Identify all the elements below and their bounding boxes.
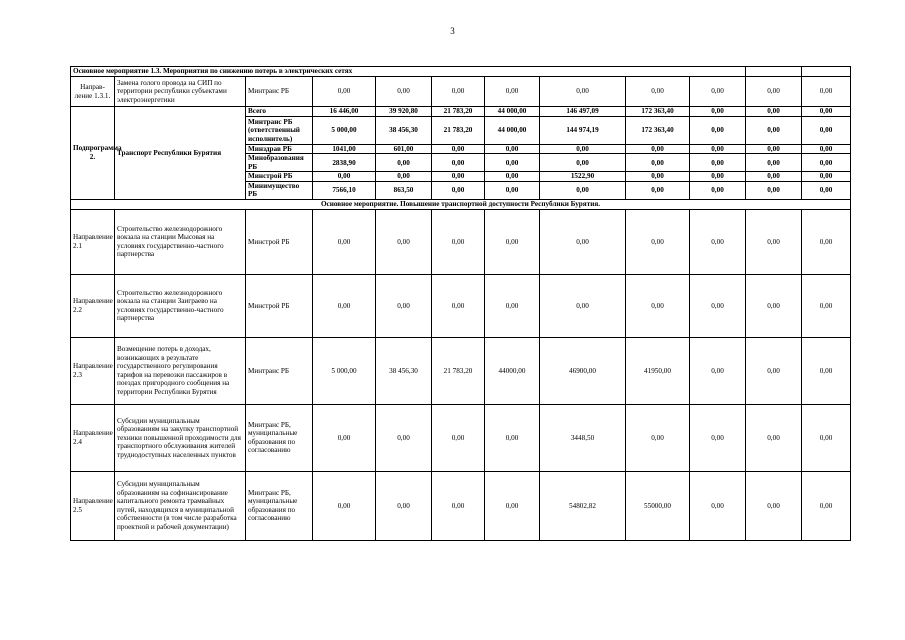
cell-value: 3448,50	[540, 404, 626, 471]
cell-value: 0,00	[376, 404, 432, 471]
section2-title: Основное мероприятие. Повышение транспортной доступности Республики Бурятия.	[71, 199, 851, 209]
row-executor: Минстрой РБ	[246, 274, 313, 337]
cell-value: 0,00	[376, 274, 432, 337]
row-executor: Минимущество РБ	[246, 181, 313, 199]
row-code: Направление 2.4	[71, 404, 115, 471]
cell-value: 0,00	[626, 274, 690, 337]
cell-value: 38 456,30	[376, 337, 432, 404]
subprogram-code: Подпрограмма 2.	[71, 107, 115, 200]
cell-value: 0,00	[540, 181, 626, 199]
cell-value: 21 783,20	[432, 337, 485, 404]
table-row	[71, 274, 851, 337]
cell-value: 7566,10	[313, 181, 376, 199]
cell-value: 0,00	[626, 209, 690, 274]
cell-value: 0,00	[540, 77, 626, 107]
cell-value: 16 446,00	[313, 107, 376, 117]
cell-value: 0,00	[746, 107, 802, 117]
row-code: Направление 2.2	[71, 274, 115, 337]
row-code: Направление 2.3	[71, 337, 115, 404]
cell-value: 146 497,09	[540, 107, 626, 117]
cell-value: 44 000,00	[485, 117, 540, 145]
row-name: Замена голого провода на СИП по территории республики субъектами электроэнергетики	[115, 77, 246, 107]
cell-value: 0,00	[626, 404, 690, 471]
cell-value: 0,00	[313, 172, 376, 181]
cell-value: 0,00	[313, 274, 376, 337]
section2-title-row	[71, 199, 851, 209]
cell-value: 0,00	[540, 145, 626, 154]
table-row	[71, 471, 851, 540]
cell-value: 0,00	[802, 274, 851, 337]
cell-value: 0,00	[540, 274, 626, 337]
cell-value: 0,00	[690, 274, 746, 337]
cell-value: 0,00	[540, 154, 626, 172]
cell-value: 0,00	[802, 471, 851, 540]
cell-value: 39 920,80	[376, 107, 432, 117]
cell-value: 0,00	[376, 471, 432, 540]
cell-value: 0,00	[626, 77, 690, 107]
cell-value: 44000,00	[485, 337, 540, 404]
cell-value: 0,00	[690, 337, 746, 404]
cell-value: 54802,82	[540, 471, 626, 540]
cell-value: 172 363,40	[626, 117, 690, 145]
cell-value: 601,00	[376, 145, 432, 154]
cell-value: 0,00	[485, 404, 540, 471]
cell-value: 0,00	[432, 404, 485, 471]
cell-value: 0,00	[313, 404, 376, 471]
cell-value: 0,00	[690, 181, 746, 199]
cell-value: 0,00	[626, 172, 690, 181]
cell-value: 0,00	[485, 181, 540, 199]
cell-value: 38 456,30	[376, 117, 432, 145]
cell-value: 863,50	[376, 181, 432, 199]
cell-value: 0,00	[746, 77, 802, 107]
cell-value: 5 000,00	[313, 337, 376, 404]
cell-value: 0,00	[802, 77, 851, 107]
row-executor: Минздрав РБ	[246, 145, 313, 154]
cell-value: 0,00	[690, 209, 746, 274]
cell-value: 0,00	[746, 154, 802, 172]
cell-value: 0,00	[432, 209, 485, 274]
cell-value: 0,00	[746, 181, 802, 199]
cell-value: 0,00	[802, 404, 851, 471]
row-executor: Минтранс РБ	[246, 337, 313, 404]
row-code: Направление 2.5	[71, 471, 115, 540]
cell-value: 0,00	[432, 274, 485, 337]
cell-value: 0,00	[432, 181, 485, 199]
row-executor: Минобразования РБ	[246, 154, 313, 172]
cell-value: 0,00	[690, 107, 746, 117]
cell-value: 172 363,40	[626, 107, 690, 117]
cell-value: 0,00	[802, 337, 851, 404]
cell-value: 0,00	[485, 145, 540, 154]
page-number: 3	[450, 26, 455, 36]
cell-value: 0,00	[746, 337, 802, 404]
cell-value: 0,00	[746, 404, 802, 471]
cell-value: 0,00	[690, 145, 746, 154]
cell-value: 0,00	[802, 145, 851, 154]
cell-value: 0,00	[313, 77, 376, 107]
row-code: Направ-ление 1.3.1.	[71, 77, 115, 107]
table-row	[71, 404, 851, 471]
cell-value: 0,00	[746, 209, 802, 274]
cell-value: 0,00	[802, 181, 851, 199]
section1-title-row	[71, 67, 851, 77]
cell-value: 0,00	[746, 172, 802, 181]
table-row	[71, 337, 851, 404]
row-executor: Всего	[246, 107, 313, 117]
row-name: Строительство железнодорожного вокзала на станции Мысовая на условиях государственно-частного партнерства	[115, 209, 246, 274]
cell-value: 0,00	[746, 145, 802, 154]
cell-value: 0,00	[626, 145, 690, 154]
cell-value: 0,00	[432, 77, 485, 107]
row-executor: Минтранс РБ, муниципальные образования по согласованию	[246, 471, 313, 540]
cell-value: 46900,00	[540, 337, 626, 404]
cell-value: 0,00	[485, 172, 540, 181]
cell-value: 0,00	[485, 154, 540, 172]
cell-value: 0,00	[485, 209, 540, 274]
table-row	[71, 209, 851, 274]
cell-value: 5 000,00	[313, 117, 376, 145]
row-code: Направление 2.1	[71, 209, 115, 274]
table-row	[71, 77, 851, 107]
cell-value: 21 783,20	[432, 107, 485, 117]
cell-value: 0,00	[690, 77, 746, 107]
cell-value: 0,00	[802, 172, 851, 181]
section1-title: Основное мероприятие 1.3. Мероприятия по снижению потерь в электрических сетях	[71, 67, 746, 77]
cell-value: 0,00	[690, 154, 746, 172]
cell-value: 0,00	[485, 471, 540, 540]
cell-value: 0,00	[746, 274, 802, 337]
row-name: Субсидии муниципальным образованиям на софинансирование капитального ремонта трамвайных путей, находящихся в муниципальной собственности (в том числе разработка проектной и рабочей документации)	[115, 471, 246, 540]
cell-value: 0,00	[485, 77, 540, 107]
cell-value: 0,00	[746, 117, 802, 145]
cell-value: 0,00	[690, 404, 746, 471]
row-executor: Минстрой РБ	[246, 172, 313, 181]
cell-value: 1522,90	[540, 172, 626, 181]
cell-value: 144 974,19	[540, 117, 626, 145]
row-name: Субсидии муниципальным образованиям на закупку транспортной техники повышенной проходимости для транспортного обслуживания жителей труднодоступных населенных пунктов	[115, 404, 246, 471]
budget-table	[70, 66, 851, 541]
cell-value: 0,00	[690, 117, 746, 145]
cell-value: 0,00	[690, 172, 746, 181]
cell-value: 0,00	[376, 172, 432, 181]
cell-value: 0,00	[376, 209, 432, 274]
cell-value: 2838,90	[313, 154, 376, 172]
cell-value: 0,00	[432, 172, 485, 181]
cell-value: 0,00	[432, 145, 485, 154]
cell-value: 0,00	[802, 154, 851, 172]
cell-value: 0,00	[802, 107, 851, 117]
table-row	[71, 107, 851, 117]
cell-value: 0,00	[626, 181, 690, 199]
cell-value: 0,00	[540, 209, 626, 274]
row-executor: Минтранс РБ	[246, 77, 313, 107]
cell-value: 55000,00	[626, 471, 690, 540]
row-name: Строительство железнодорожного вокзала на станции Заиграево на условиях государственно-частного партнерства	[115, 274, 246, 337]
cell-value: 0,00	[432, 471, 485, 540]
cell-value: 41950,00	[626, 337, 690, 404]
cell-value: 0,00	[802, 117, 851, 145]
cell-value: 0,00	[802, 209, 851, 274]
row-executor: Минстрой РБ	[246, 209, 313, 274]
cell-value: 0,00	[432, 154, 485, 172]
row-executor: Минтранс РБ (ответственный исполнитель)	[246, 117, 313, 145]
cell-value: 0,00	[313, 209, 376, 274]
cell-value: 0,00	[626, 154, 690, 172]
row-executor: Минтранс РБ, муниципальные образования по согласованию	[246, 404, 313, 471]
cell-value: 0,00	[313, 471, 376, 540]
cell-value: 0,00	[746, 471, 802, 540]
subprogram-name: Транспорт Республики Бурятия	[115, 107, 246, 200]
cell-value: 0,00	[376, 154, 432, 172]
cell-value: 0,00	[690, 471, 746, 540]
cell-value: 0,00	[485, 274, 540, 337]
cell-value: 21 783,20	[432, 117, 485, 145]
cell-value: 0,00	[376, 77, 432, 107]
cell-value: 1041,00	[313, 145, 376, 154]
row-name: Возмещение потерь в доходах, возникающих в результате государственного регулирования тарифов на перевозки пассажиров в поездах пригородного сообщения на территории Республики Бурятия	[115, 337, 246, 404]
cell-value: 44 000,00	[485, 107, 540, 117]
